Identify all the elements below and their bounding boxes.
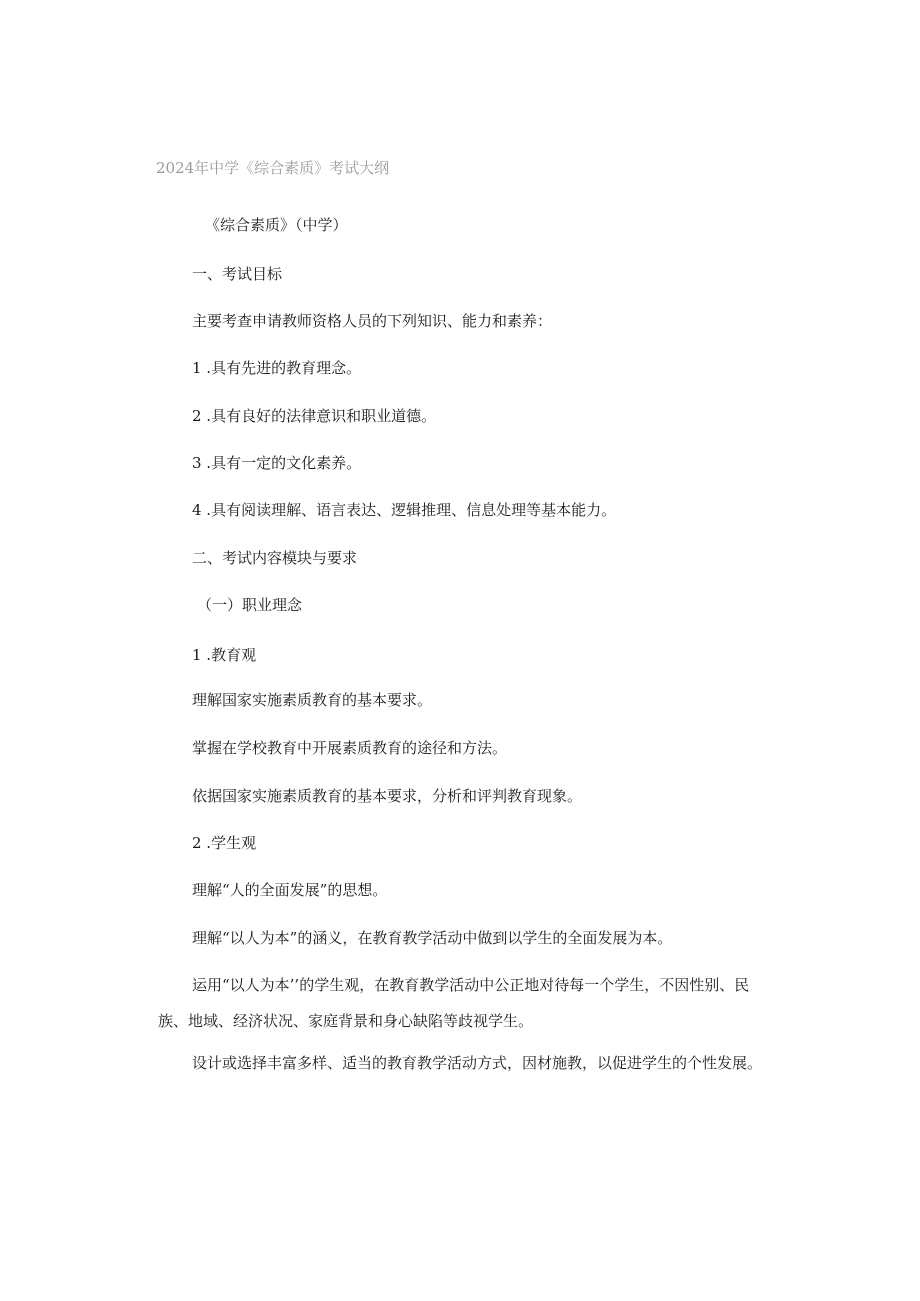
- document-title: 2024年中学《综合素质》考试大纲: [156, 159, 390, 177]
- requirement-paragraph: 设计或选择丰富多样、适当的教育教学活动方式，因材施教，以促进学生的个性发展。: [192, 1054, 763, 1072]
- requirement-item: 依据国家实施素质教育的基本要求，分析和评判教育现象。: [192, 787, 583, 805]
- requirement-item: 理解国家实施素质教育的基本要求。: [192, 691, 433, 709]
- goal-item: 1 .具有先进的教育理念。: [192, 359, 362, 377]
- section-heading-content: 二、考试内容模块与要求: [192, 549, 358, 567]
- item-heading-education-view: 1 .教育观: [192, 646, 257, 664]
- item-heading-student-view: 2 .学生观: [192, 834, 257, 852]
- requirement-item: 理解“人的全面发展”的思想。: [192, 881, 388, 899]
- document-subtitle: 《综合素质》（中学）: [205, 216, 348, 234]
- goal-item: 4 .具有阅读理解、语言表达、逻辑推理、信息处理等基本能力。: [192, 501, 617, 519]
- section-intro: 主要考查申请教师资格人员的下列知识、能力和素养：: [192, 312, 553, 330]
- requirement-paragraph: 运用“以人为本’’的学生观，在教育教学活动中公正地对待每一个学生，不因性别、民族、地域、经济状况、家庭背景和身心缺陷等歧视学生。: [158, 976, 750, 1030]
- goal-item: 2 .具有良好的法律意识和职业道德。: [192, 407, 437, 425]
- requirement-item: 掌握在学校教育中开展素质教育的途径和方法。: [192, 739, 508, 757]
- requirement-item: 理解“以人为本”的涵义，在教育教学活动中做到以学生的全面发展为本。: [192, 929, 673, 947]
- goal-item: 3 .具有一定的文化素养。: [192, 454, 362, 472]
- module-heading-professional-philosophy: （一）职业理念: [197, 596, 303, 614]
- section-heading-exam-goals: 一、考试目标: [192, 265, 283, 283]
